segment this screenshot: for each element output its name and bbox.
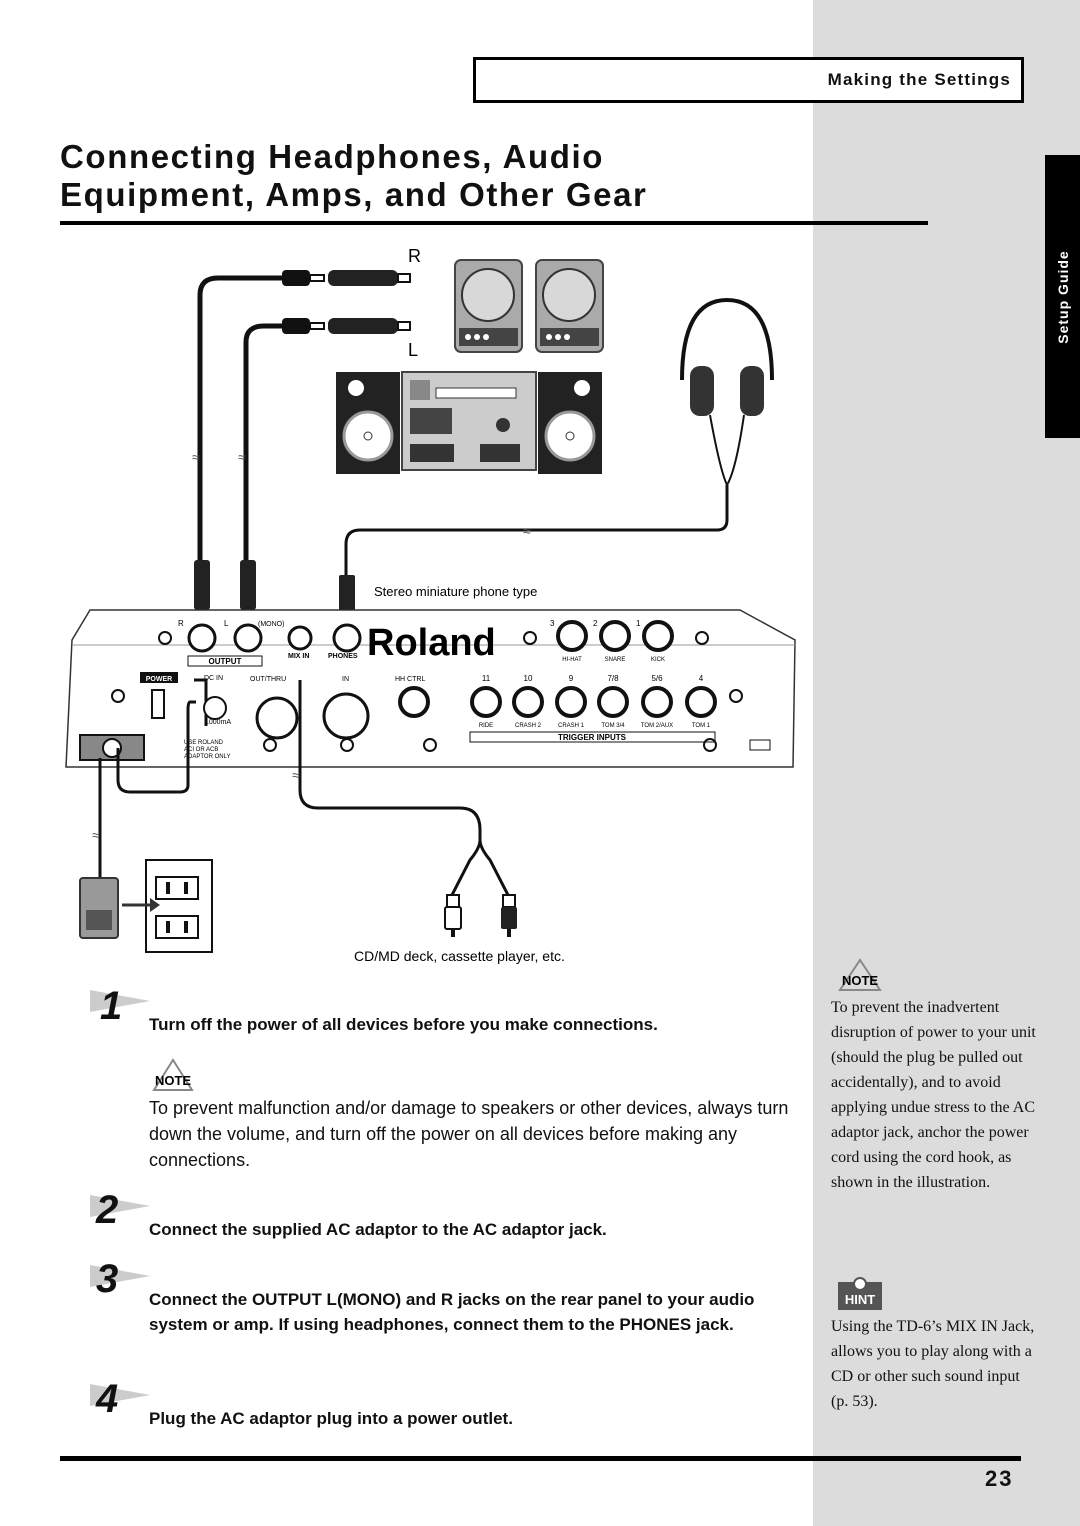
- top-trigger-jacks: [550, 619, 672, 663]
- step-number: 2: [96, 1188, 119, 1232]
- panel-label-l: L: [224, 619, 229, 628]
- panel-rating: 1000mA: [205, 719, 232, 726]
- trigger-name: KICK: [650, 657, 666, 663]
- panel-label-phones: PHONES: [328, 653, 358, 660]
- note-badge-label: NOTE: [154, 1073, 192, 1088]
- rear-panel: [66, 610, 795, 767]
- panel-label-power: POWER: [145, 676, 173, 683]
- headphone-caption: Stereo miniature phone type: [374, 584, 538, 599]
- trigger-name: SNARE: [604, 657, 626, 663]
- trigger-name: CRASH 1: [557, 723, 585, 729]
- panel-adaptor-note: ADAPTOR ONLY: [184, 754, 231, 760]
- trigger-num: 1: [636, 619, 641, 628]
- section-tab: [1045, 155, 1080, 438]
- page-title-line-1: Connecting Headphones, Audio: [60, 138, 605, 175]
- output-plug-r: [194, 560, 210, 610]
- panel-label-hh-ctrl: HH CTRL: [395, 676, 426, 683]
- trigger-num: 7/8: [607, 674, 619, 683]
- svg-text:≈: ≈: [292, 767, 300, 783]
- label-r: R: [408, 246, 421, 266]
- main-note-text: To prevent malfunction and/or damage to speakers or other devices, always turn down the volume, and turn off the power on all devices before making any connections.: [149, 1098, 789, 1170]
- rca-adapter-r: [282, 270, 410, 286]
- ac-adaptor-icon: [80, 878, 118, 938]
- running-header-label: Making the Settings: [827, 70, 1011, 89]
- hint-icon: [838, 1276, 882, 1312]
- section-tab-label: Setup Guide: [1054, 249, 1071, 344]
- panel-label-dc-in: DC IN: [204, 675, 224, 682]
- trigger-num: 2: [593, 619, 598, 628]
- svg-text:≈: ≈: [92, 827, 100, 843]
- panel-label-output: OUTPUT: [208, 657, 242, 666]
- trigger-name: CRASH 2: [514, 723, 542, 729]
- connection-diagram: [60, 240, 800, 970]
- note-icon: [836, 958, 884, 992]
- trigger-num: 4: [698, 674, 704, 683]
- trigger-num: 10: [523, 674, 533, 683]
- trigger-num: 3: [550, 619, 555, 628]
- step-number: 4: [96, 1377, 119, 1421]
- note-icon: [150, 1058, 196, 1092]
- page-number: 23: [985, 1466, 1014, 1491]
- step-text: Connect the OUTPUT L(MONO) and R jacks on the rear panel to your audio system or amp. If using headphones, connect them to the PHONES jack.: [149, 1290, 755, 1334]
- step-number: 1: [100, 984, 123, 1028]
- panel-label-trigger-inputs: TRIGGER INPUTS: [557, 733, 627, 742]
- step-text: Connect the supplied AC adaptor to the AC adaptor jack.: [149, 1220, 607, 1239]
- page-title: [60, 138, 940, 214]
- label-l: L: [408, 340, 419, 360]
- hint-text: Using the TD-6’s MIX IN Jack, allows you to play along with a CD or other such sound input (p. 53).: [831, 1318, 1035, 1410]
- output-plug-l: [240, 560, 256, 610]
- page-title-line-2: Equipment, Amps, and Other Gear: [60, 176, 648, 213]
- svg-text:≈: ≈: [523, 523, 531, 539]
- trigger-name: HI-HAT: [562, 657, 582, 663]
- hint-badge-label: HINT: [844, 1292, 876, 1307]
- cable-break-icon: ≈: [192, 449, 200, 465]
- step-number: 3: [96, 1257, 119, 1301]
- bottom-caption: CD/MD deck, cassette player, etc.: [354, 948, 565, 964]
- step-text: Plug the AC adaptor plug into a power outlet.: [149, 1409, 513, 1428]
- stereo-system-icon: [336, 372, 602, 474]
- footer-rule: [60, 1456, 1021, 1461]
- trigger-name: TOM 3/4: [601, 723, 625, 729]
- trigger-num: 5/6: [651, 674, 663, 683]
- roland-logo: Roland: [367, 622, 496, 664]
- panel-label-mix-in: MIX IN: [288, 653, 310, 660]
- rca-plugs-icon: [445, 895, 517, 937]
- panel-label-r: R: [178, 619, 184, 628]
- panel-adaptor-note: ACI OR ACB: [184, 747, 219, 753]
- power-outlet-icon: [122, 860, 212, 952]
- title-rule: [60, 221, 928, 225]
- trigger-num: 9: [568, 674, 574, 683]
- panel-label-out-thru: OUT/THRU: [250, 676, 287, 683]
- running-header: [473, 57, 1024, 103]
- panel-adaptor-note: USE ROLAND: [184, 740, 224, 746]
- rca-adapter-l: [282, 318, 410, 334]
- trigger-num: 11: [481, 674, 491, 683]
- trigger-name: TOM 2/AUX: [640, 723, 674, 729]
- side-note-badge-label: NOTE: [841, 973, 879, 988]
- powered-speakers-icon: [455, 260, 603, 352]
- trigger-name: TOM 1: [691, 723, 711, 729]
- step-text: Turn off the power of all devices before you make connections.: [149, 1015, 658, 1034]
- panel-label-mono: (MONO): [258, 621, 285, 628]
- panel-label-midi-in: IN: [342, 676, 349, 683]
- cable-break-icon: ≈: [238, 449, 246, 465]
- side-note-text: To prevent the inadvertent disruption of power to your unit (should the plug be pulled out accidentally), and to avoid applying undue stress to the AC adaptor jack, anchor the power cord using the cord hook, as shown in the illustration.: [831, 999, 1036, 1191]
- trigger-name: RIDE: [478, 723, 494, 729]
